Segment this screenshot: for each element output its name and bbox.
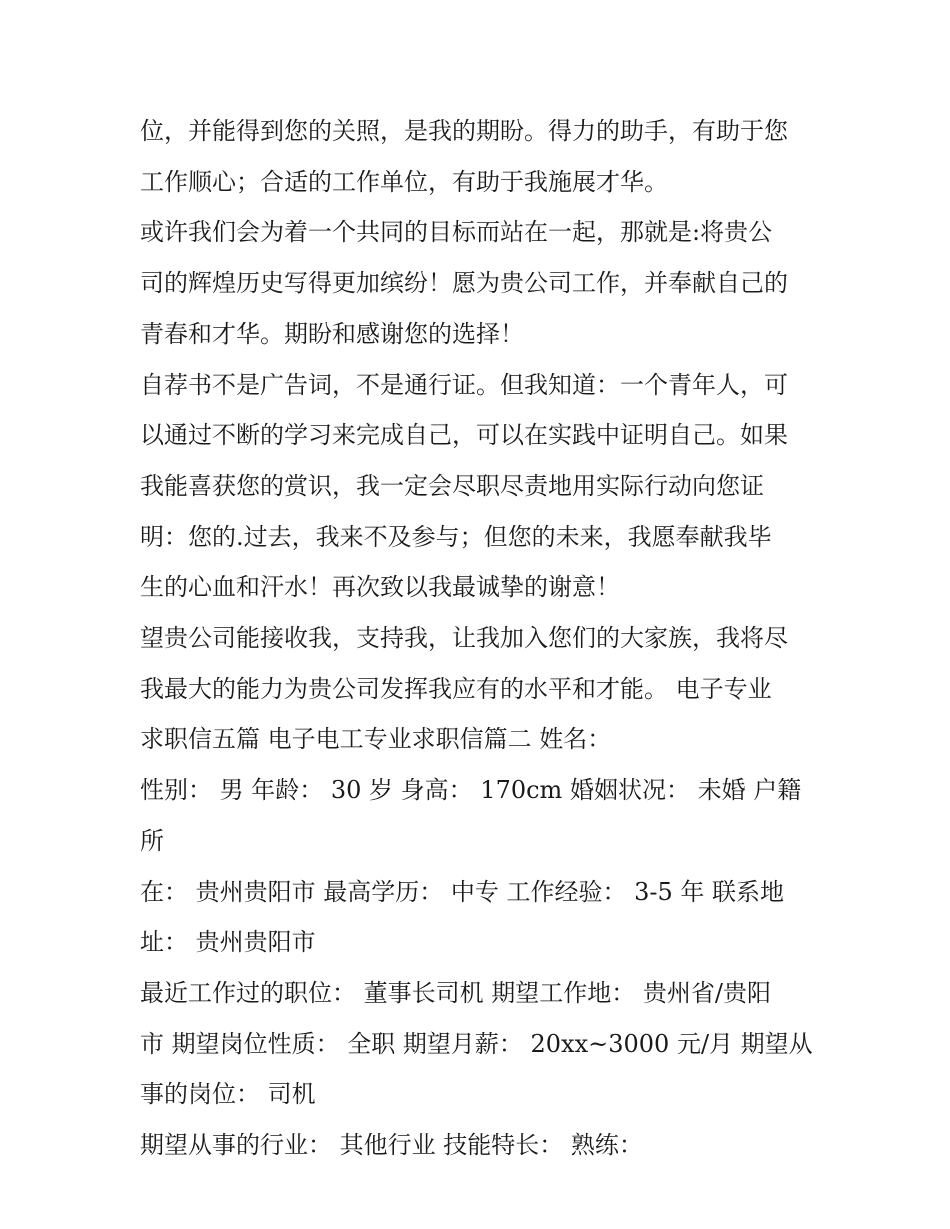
paragraph-self-recommendation: 自荐书不是广告词，不是通行证。但我知道：一个青年人，可 以通过不断的学习来完成自己，可以在实践中证明自己。如果 我能喜获您的赏识，我一定会尽职尽责地用实际行动向您证 明：您的.过去，我来不及参与；但您的未来，我愿奉献我毕 生的心血和汗水！再次致以我最诚挚的谢意！ [140,370,788,602]
paragraph-skills: 期望从事的行业： 其他行业 技能特长： 熟练： [140,1131,643,1160]
paragraph-personal-info: 性别： 男 年龄： 30 岁 身高： 170cm 婚姻状况： 未婚 户籍所 在： 贵州贵阳市 最高学历： 中专 工作经验： 3-5 年 联系地 址： 贵州贵阳市 [140,776,802,957]
paragraph-closing: 望贵公司能接收我，支持我，让我加入您们的大家族，我将尽 我最大的能力为贵公司发挥我应有的水平和才能。 电子专业 求职信五篇 电子电工专业求职信篇二 姓名： [140,624,788,754]
document-body [140,106,820,1171]
paragraph-gratitude: 位，并能得到您的关照，是我的期盼。得力的助手，有助于您 工作顺心；合适的工作单位，有助于我施展才华。 [140,117,788,196]
paragraph-job-expectations: 最近工作过的职位： 董事长司机 期望工作地： 贵州省/贵阳 市 期望岗位性质： 全职 期望月薪： 20xx~3000 元/月 期望从 事的岗位： 司机 [140,978,813,1109]
paragraph-common-goal: 或许我们会为着一个共同的目标而站在一起，那就是:将贵公 司的辉煌历史写得更加缤纷！愿为贵公司工作，并奉献自己的 青春和才华。期盼和感谢您的选择！ [140,218,788,348]
